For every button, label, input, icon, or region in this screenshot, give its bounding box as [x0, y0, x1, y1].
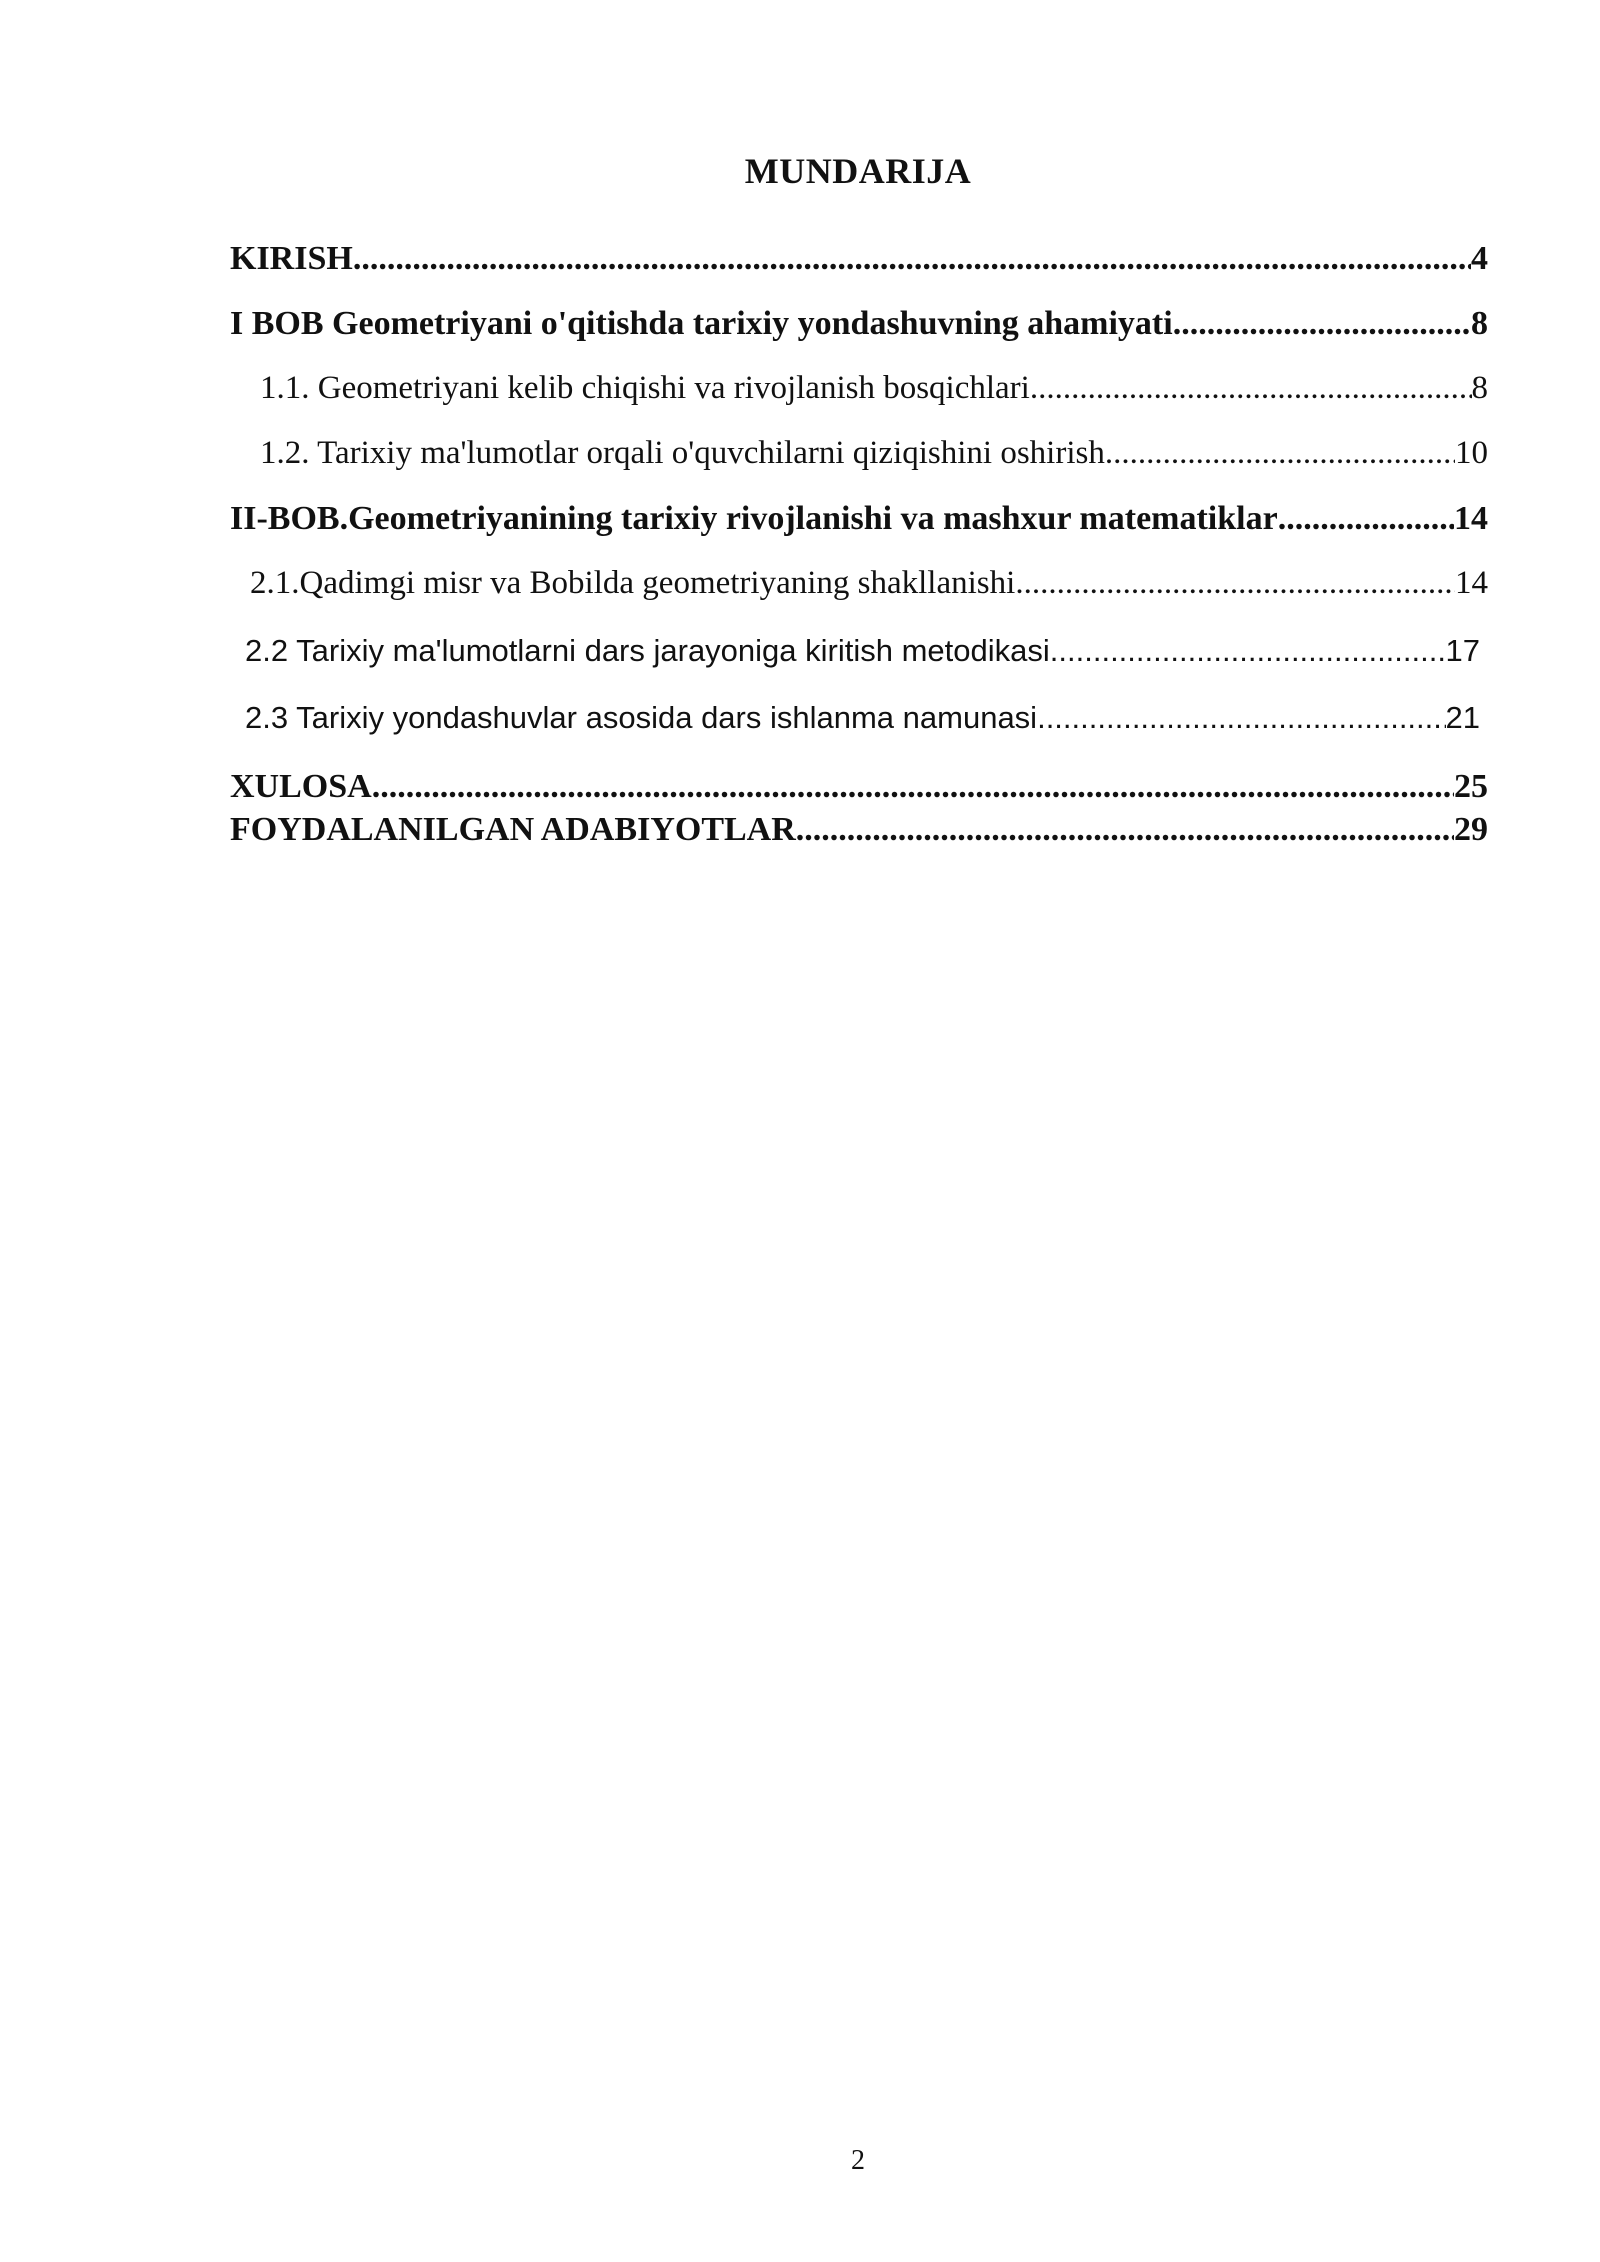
dot-leader: [1173, 305, 1471, 343]
toc-entry-label: XULOSA: [230, 768, 372, 805]
toc-entry-adabiyotlar[interactable]: [230, 811, 1488, 849]
toc-entry-page: 14: [1454, 500, 1488, 537]
toc-entry-section-2-2[interactable]: [245, 633, 1480, 669]
toc-entry-section-2-3[interactable]: [245, 700, 1480, 736]
toc-entry-chapter-2[interactable]: [230, 500, 1488, 538]
toc-entry-chapter-1[interactable]: [230, 305, 1488, 343]
toc-entry-label: 1.2. Tarixiy ma'lumotlar orqali o'quvchilarni qiziqishini oshirish: [260, 435, 1105, 471]
toc-entry-section-1-2[interactable]: [260, 435, 1488, 472]
toc-entry-page: 17: [1445, 633, 1480, 668]
toc-entry-label: II-BOB.Geometriyanining tarixiy rivojlanishi va mashxur matematiklar: [230, 500, 1278, 537]
toc-entry-page: 10: [1455, 435, 1488, 471]
toc-entry-page: 8: [1471, 305, 1488, 342]
toc-entry-page: 21: [1445, 700, 1480, 735]
toc-entry-page: 8: [1471, 370, 1488, 406]
dot-leader: [353, 240, 1471, 278]
toc-entry-section-2-1[interactable]: [250, 565, 1488, 602]
toc-entry-page: 4: [1471, 240, 1488, 277]
toc-entry-label: 1.1. Geometriyani kelib chiqishi va rivojlanish bosqichlari: [260, 370, 1030, 406]
dot-leader: [796, 811, 1454, 849]
toc-entry-kirish[interactable]: [230, 240, 1488, 278]
page-number: 2: [851, 2145, 865, 2176]
dot-leader: [1037, 700, 1445, 736]
toc-entry-page: 14: [1455, 565, 1488, 601]
dot-leader: [1015, 565, 1455, 602]
toc-entry-section-1-1[interactable]: [260, 370, 1488, 407]
dot-leader: [1030, 370, 1472, 407]
dot-leader: [1050, 633, 1446, 669]
toc-entry-label: FOYDALANILGAN ADABIYOTLAR: [230, 811, 796, 848]
toc-entry-label: I BOB Geometriyani o'qitishda tarixiy yondashuvning ahamiyati: [230, 305, 1173, 342]
toc-entry-label: 2.2 Tarixiy ma'lumotlarni dars jarayoniga kiritish metodikasi: [245, 633, 1050, 668]
toc-title: MUNDARIJA: [744, 151, 972, 191]
dot-leader: [1105, 435, 1455, 472]
toc-entry-label: 2.1.Qadimgi misr va Bobilda geometriyaning shakllanishi: [250, 565, 1016, 601]
dot-leader: [1278, 500, 1454, 538]
toc-entry-label: KIRISH: [230, 240, 353, 277]
toc-entry-page: 25: [1454, 768, 1488, 805]
toc-entry-xulosa[interactable]: [230, 768, 1488, 806]
toc-entry-label: 2.3 Tarixiy yondashuvlar asosida dars ishlanma namunasi: [245, 700, 1038, 735]
toc-entry-page: 29: [1454, 811, 1488, 848]
dot-leader: [372, 768, 1454, 806]
